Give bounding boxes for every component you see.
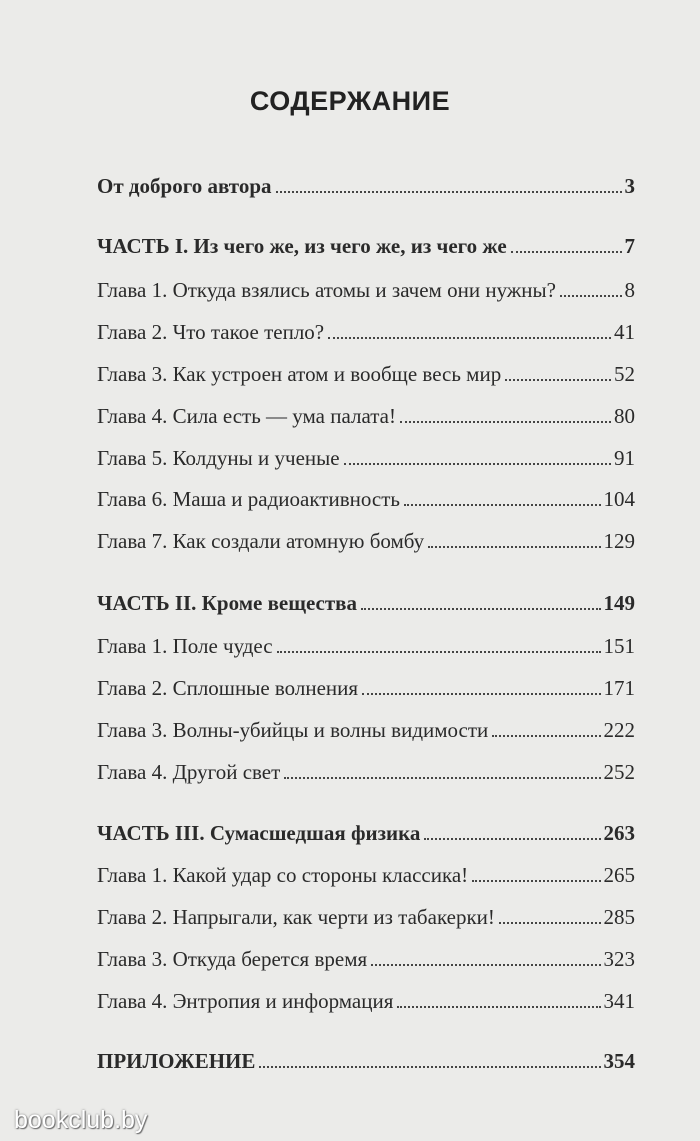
toc-leader-dots	[276, 191, 622, 193]
toc-entry-page: 129	[603, 529, 635, 553]
toc-entry-page: 323	[603, 947, 635, 971]
toc-entry-part-2	[97, 589, 635, 617]
toc-entry-label: Глава 1. Откуда взялись атомы и зачем они нужны?	[97, 278, 556, 302]
toc-entry-page: 222	[603, 718, 635, 742]
toc-entry-page: 149	[603, 591, 635, 615]
toc-entry-label: ЧАСТЬ I. Из чего же, из чего же, из чего же	[97, 234, 507, 258]
toc-entry-label: Глава 2. Напрыгали, как черти из табакерки!	[97, 905, 495, 929]
toc-entry-label: ЧАСТЬ II. Кроме вещества	[97, 591, 358, 615]
toc-entry-part-3-chapter-3	[97, 945, 635, 973]
toc-leader-dots	[259, 1066, 600, 1068]
toc-entry-appendix	[97, 1047, 635, 1075]
toc-entry-label: Глава 1. Поле чудес	[97, 634, 273, 658]
toc-leader-dots	[344, 463, 611, 465]
toc-entry-label: Глава 3. Откуда берется время	[97, 947, 368, 971]
toc-entry-page: 265	[603, 863, 635, 887]
toc-entry-label: ПРИЛОЖЕНИЕ	[97, 1049, 256, 1073]
toc-entry-part-1-chapter-6	[97, 485, 635, 513]
toc-entry-page: 263	[603, 821, 635, 845]
toc-entry-part-2-chapter-4	[97, 758, 635, 786]
toc-entry-part-1-chapter-7	[97, 527, 635, 555]
toc-entry-label: Глава 2. Что такое тепло?	[97, 320, 325, 344]
toc-entry-part-1-chapter-5	[97, 444, 635, 472]
toc-entry-label: Глава 3. Волны-убийцы и волны видимости	[97, 718, 489, 742]
toc-entry-part-3-chapter-4	[97, 987, 635, 1015]
toc-leader-dots	[397, 1006, 600, 1008]
toc-entry-page: 80	[614, 404, 635, 428]
toc-entry-page: 91	[614, 446, 635, 470]
toc-entry-label: Глава 1. Какой удар со стороны классика!	[97, 863, 469, 887]
toc-entry-part-3-chapter-2	[97, 903, 635, 931]
toc-entry-label: ЧАСТЬ III. Сумасшедшая физика	[97, 821, 421, 845]
toc-leader-dots	[472, 880, 600, 882]
toc-entry-label: От доброго автора	[97, 174, 272, 198]
toc-entry-part-1-chapter-1	[97, 276, 635, 304]
toc-leader-dots	[277, 651, 601, 653]
toc-entry-intro	[97, 172, 635, 200]
toc-entry-part-2-chapter-2	[97, 674, 635, 702]
page-title: СОДЕРЖАНИЕ	[249, 86, 451, 116]
toc-entry-label: Глава 4. Энтропия и информация	[97, 989, 394, 1013]
toc-entry-page: 41	[614, 320, 635, 344]
toc-leader-dots	[492, 735, 600, 737]
toc-entry-label: Глава 4. Другой свет	[97, 760, 281, 784]
toc-leader-dots	[284, 777, 600, 779]
toc-entry-part-2-chapter-1	[97, 632, 635, 660]
toc-entry-part-3-chapter-1	[97, 861, 635, 889]
toc-leader-dots	[361, 608, 600, 610]
toc-leader-dots	[511, 251, 622, 253]
toc-entry-label: Глава 3. Как устроен атом и вообще весь мир	[97, 362, 502, 386]
toc-entry-part-2-chapter-3	[97, 716, 635, 744]
toc-leader-dots	[404, 504, 601, 506]
toc-entry-page: 3	[624, 174, 635, 198]
toc-entry-page: 341	[603, 989, 635, 1013]
toc-entry-part-1-chapter-3	[97, 360, 635, 388]
toc-entry-label: Глава 4. Сила есть — ума палата!	[97, 404, 396, 428]
toc-leader-dots	[560, 295, 622, 297]
toc-entry-part-3	[97, 819, 635, 847]
toc-entry-page: 7	[624, 234, 635, 258]
toc-entry-page: 8	[624, 278, 635, 302]
toc-entry-page: 285	[603, 905, 635, 929]
toc-entry-page: 104	[603, 487, 635, 511]
toc-leader-dots	[362, 693, 600, 695]
watermark: bookclub.by	[14, 1106, 148, 1134]
toc-leader-dots	[328, 337, 611, 339]
toc-leader-dots	[505, 379, 611, 381]
toc-entry-page: 354	[603, 1049, 635, 1073]
toc-entry-label: Глава 2. Сплошные волнения	[97, 676, 359, 700]
toc-entry-page: 252	[603, 760, 635, 784]
toc-entry-label: Глава 6. Маша и радиоактивность	[97, 487, 400, 511]
toc-leader-dots	[424, 838, 600, 840]
toc-entry-part-1-chapter-2	[97, 318, 635, 346]
toc-leader-dots	[400, 421, 611, 423]
toc-entry-page: 151	[603, 634, 635, 658]
toc-entry-label: Глава 7. Как создали атомную бомбу	[97, 529, 425, 553]
toc-entry-part-1	[97, 232, 635, 260]
toc-entry-label: Глава 5. Колдуны и ученые	[97, 446, 340, 470]
toc-leader-dots	[371, 964, 600, 966]
toc-leader-dots	[499, 922, 601, 924]
toc-leader-dots	[428, 546, 600, 548]
toc-entry-page: 52	[614, 362, 635, 386]
toc-entry-part-1-chapter-4	[97, 402, 635, 430]
toc-entry-page: 171	[603, 676, 635, 700]
